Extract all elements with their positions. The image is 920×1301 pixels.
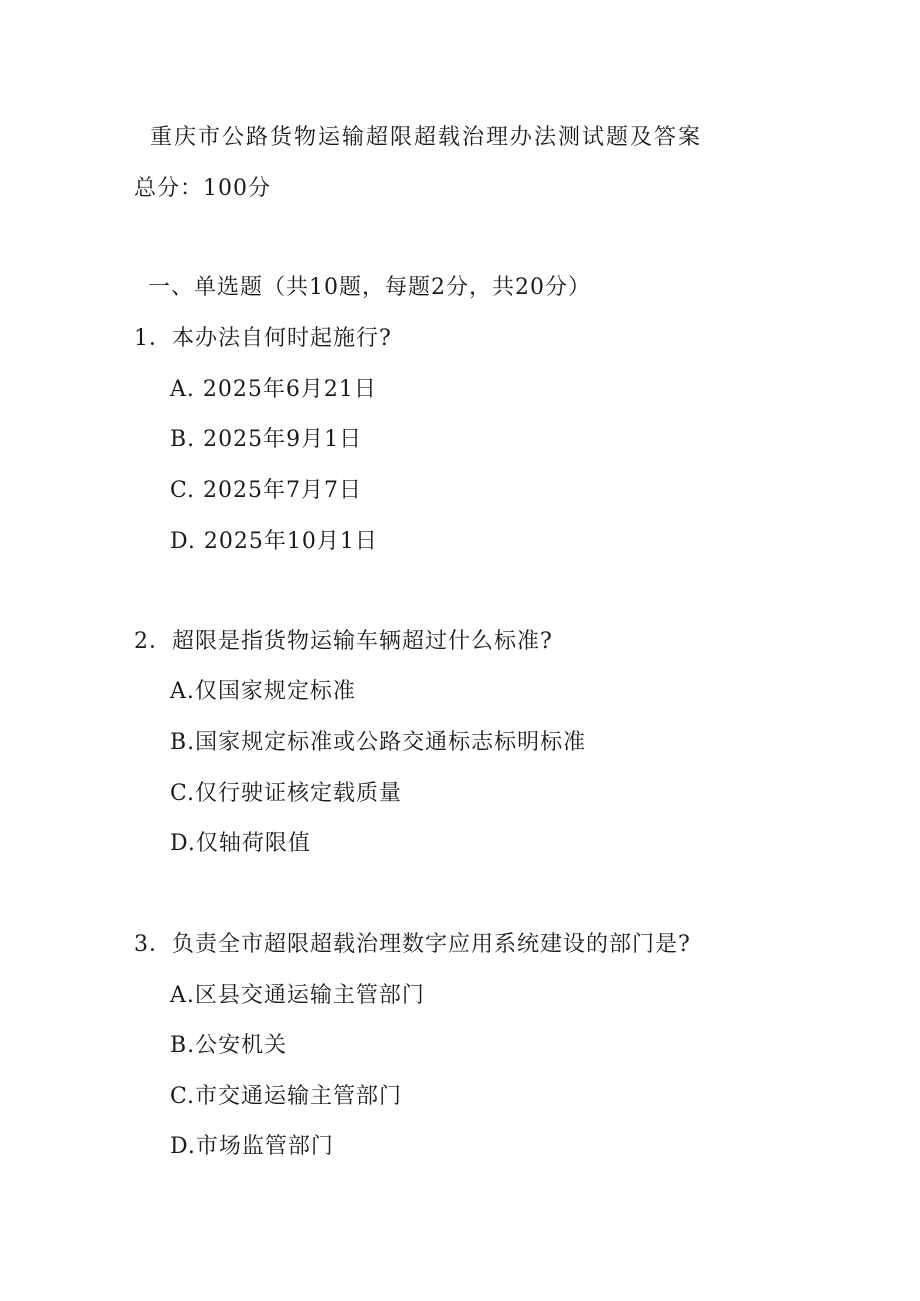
option-a: A.区县交通运输主管部门	[170, 983, 425, 1008]
question-text: 1．本办法自何时起施行?	[134, 326, 392, 351]
question-text: 2．超限是指货物运输车辆超过什么标准?	[134, 629, 553, 654]
option-d: D. 2025年10月1日	[170, 529, 378, 554]
option-a: A. 2025年6月21日	[170, 377, 377, 402]
document-title: 重庆市公路货物运输超限超载治理办法测试题及答案	[150, 125, 703, 150]
total-score: 总分：100分	[134, 176, 271, 201]
option-c: C.市交通运输主管部门	[170, 1084, 403, 1109]
option-c: C.仅行驶证核定载质量	[170, 781, 403, 806]
section-heading: 一、单选题（共10题，每题2分，共20分）	[148, 275, 591, 300]
question-text: 3．负责全市超限超载治理数字应用系统建设的部门是?	[134, 932, 691, 957]
option-a: A.仅国家规定标准	[170, 679, 356, 704]
option-b: B. 2025年9月1日	[170, 427, 363, 452]
option-b: B.国家规定标准或公路交通标志标明标准	[170, 730, 587, 755]
option-d: D.市场监管部门	[170, 1134, 334, 1159]
option-b: B.公安机关	[170, 1033, 288, 1058]
option-c: C. 2025年7月7日	[170, 478, 363, 503]
option-d: D.仅轴荷限值	[170, 831, 311, 856]
